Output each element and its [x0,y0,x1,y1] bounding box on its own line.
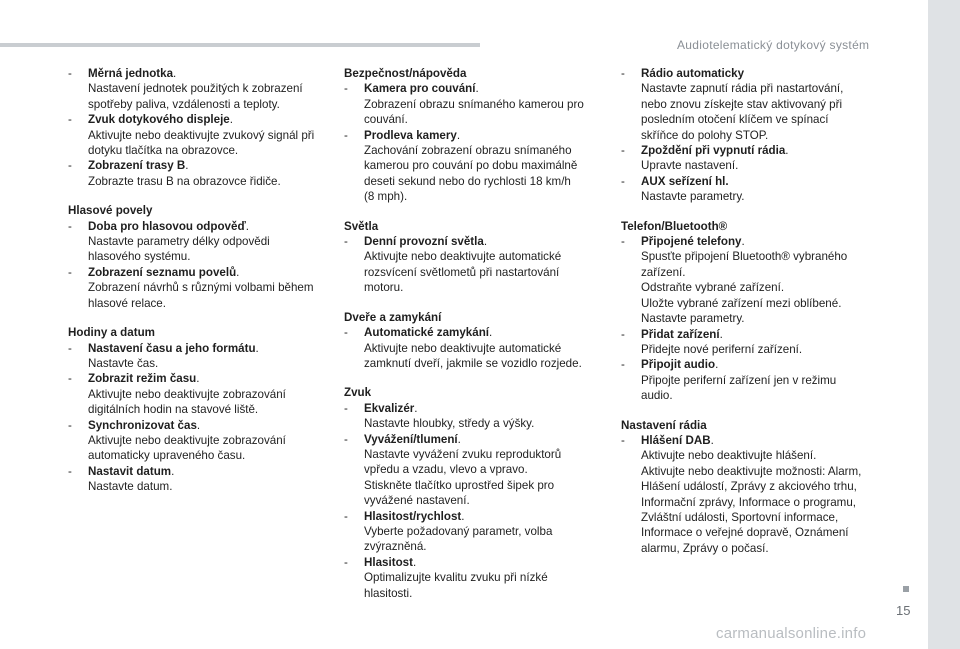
list-dash: - [68,113,72,127]
setting-item [68,158,330,189]
settings-section [344,385,604,601]
setting-description-line: alarmu, Zprávy o počasí. [641,541,769,555]
setting-description-line: hlasové relace. [88,296,166,310]
setting-item [344,325,604,371]
setting-description-line: Zvláštní události, Sportovní informace, [641,510,839,524]
list-dash: - [621,235,625,249]
setting-description-line: Zobrazte trasu B na obrazovce řidiče. [88,174,281,188]
setting-description-line: Připojte periferní zařízení jen v režimu [641,373,837,387]
setting-label-punct: . [236,265,240,279]
setting-item [621,143,883,174]
setting-description-line: Optimalizujte kvalitu zvuku při nízké [364,571,548,585]
setting-item [344,555,604,601]
list-dash: - [344,128,348,142]
setting-description-line: Stiskněte tlačítko uprostřed šipek pro [364,478,555,492]
setting-description-line: Nastavte parametry. [641,190,745,204]
section-title: Zvuk [344,386,372,400]
setting-item [68,464,330,495]
setting-description-line: Zobrazení obrazu snímaného kamerou pro [364,97,584,111]
section-title: Hodiny a datum [68,326,155,340]
setting-heading [641,433,883,448]
setting-label: Zpoždění při vypnutí rádia [641,144,786,158]
list-dash: - [344,326,348,340]
setting-heading [364,325,604,340]
list-dash: - [344,235,348,249]
setting-item [621,234,883,326]
setting-description-line: vpředu a vzadu, vlevo a vpravo. [364,463,528,477]
setting-description-line: spotřeby paliva, vzdálenosti a teploty. [88,97,280,111]
setting-heading [364,432,604,447]
setting-label-punct: . [196,418,201,432]
setting-label-punct: . [171,464,175,478]
setting-description-line: rozsvícení světlometů při nastartování [364,265,560,279]
setting-heading [364,555,604,570]
setting-description-line: Aktivujte nebo deaktivujte hlášení. [641,449,817,463]
setting-label-punct: . [461,509,465,523]
watermark-text: carmanualsonline.info [716,625,867,642]
setting-label: Nastavení času a jeho formátu [88,341,256,355]
setting-label: Zobrazení seznamu povelů [88,265,237,279]
setting-label: Automatické zamykání [364,326,490,340]
list-dash: - [68,265,72,279]
setting-item [344,128,604,205]
section-title: Nastavení rádia [621,418,707,432]
setting-description-line: (8 mph). [364,190,408,204]
settings-section [68,325,330,494]
setting-label: Připojit audio [641,358,716,372]
settings-section [621,66,883,205]
setting-description-line: Upravte nastavení. [641,159,739,173]
setting-label-punct: . [489,326,493,340]
setting-label: Připojené telefony [641,235,742,249]
setting-heading [88,265,330,280]
setting-label-punct: . [457,432,461,446]
setting-description-line: Informační zprávy, Informace o programu, [641,495,856,509]
setting-description-line: couvání. [364,113,408,127]
setting-heading [88,66,330,81]
setting-description-line: zamknutí dveří, jakmile se vozidlo rozjede. [364,356,582,370]
setting-label: Kamera pro couvání [364,82,476,96]
settings-section [344,66,604,205]
setting-item [344,401,604,432]
setting-heading [88,219,330,234]
setting-label-punct: . [710,433,714,447]
setting-label-punct: . [245,219,250,233]
setting-description-line: vyvážené nastavení. [364,494,470,508]
setting-description-line: Nastavte hloubky, středy a výšky. [364,417,535,431]
setting-label: AUX seřízení hl. [641,174,729,188]
page-number: 15 [896,603,911,618]
footer-marker-square [903,586,909,592]
setting-description-line: deseti sekund nebo do rychlosti 18 km/h [364,174,571,188]
setting-description-line: Vyberte požadovaný parametr, volba [364,524,553,538]
list-dash: - [621,327,625,341]
setting-label-punct: . [255,341,259,355]
setting-description-line: Uložte vybrané zařízení mezi oblíbené. [641,296,842,310]
setting-description-line: Hlášení událostí, Zprávy z akciového trhu, [641,480,857,494]
setting-item [621,433,883,556]
list-dash: - [68,464,72,478]
setting-description-line: kamerou pro couvání po dobu maximálně [364,159,578,173]
setting-heading [88,112,330,127]
setting-heading [364,401,604,416]
setting-label-punct: . [475,82,479,96]
section-title: Telefon/Bluetooth® [621,219,728,233]
setting-heading [641,66,883,81]
setting-item [68,66,330,112]
setting-label: Ekvalizér [364,401,415,415]
list-dash: - [68,341,72,355]
column-left [68,66,330,509]
setting-label-punct: . [715,358,719,372]
setting-description-line: nebo znovu získejte stav aktivovaný při [641,97,843,111]
setting-label-punct: . [741,235,745,249]
setting-label-punct: . [173,67,177,80]
setting-description-line: audio. [641,389,673,403]
setting-item [621,66,883,143]
settings-section [344,219,604,296]
list-dash: - [621,433,625,447]
column-right [621,66,883,570]
setting-heading [364,509,604,524]
column-middle [344,66,604,615]
setting-heading [641,143,883,158]
section-title: Světla [344,219,379,233]
setting-heading [88,341,330,356]
list-dash: - [344,432,348,446]
setting-description-line: Spusťte připojení Bluetooth® vybraného [641,250,848,264]
setting-description-line: zvýrazněná. [364,540,427,554]
setting-description-line: motoru. [364,281,404,295]
setting-item [68,112,330,158]
setting-label: Zobrazení trasy B [88,159,186,173]
setting-item [344,509,604,555]
list-dash: - [344,509,348,523]
setting-description-line: Aktivujte nebo deaktivujte zobrazování [88,433,286,447]
setting-label: Doba pro hlasovou odpověď [88,219,246,233]
setting-description-line: Nastavte parametry délky odpovědi [88,235,270,249]
setting-item [68,371,330,417]
setting-description-line: digitálních hodin na stavové liště. [88,403,259,417]
list-dash: - [68,418,72,432]
setting-heading [88,464,330,479]
setting-label: Zobrazit režim času [88,372,197,386]
setting-heading [88,371,330,386]
setting-item [621,327,883,358]
list-dash: - [621,358,625,372]
list-dash: - [68,159,72,173]
settings-section [621,219,883,404]
setting-label: Nastavit datum [88,464,172,478]
setting-description-line: Aktivujte nebo deaktivujte automatické [364,341,562,355]
setting-description-line: posledním otočení klíčem ve spínací [641,113,829,127]
settings-section [344,310,604,372]
list-dash: - [621,174,625,188]
setting-item [344,81,604,127]
setting-label: Vyvážení/tlumení [364,432,458,446]
setting-label-punct: . [412,555,417,569]
list-dash: - [621,144,625,158]
list-dash: - [68,67,72,80]
list-dash: - [68,372,72,386]
setting-label-punct: . [229,113,233,127]
setting-label-punct: . [785,144,789,158]
setting-label-punct: . [483,235,488,249]
setting-description-line: Aktivujte nebo deaktivujte zobrazování [88,387,286,401]
setting-label: Rádio automaticky [641,67,745,80]
page-header-title: Audiotelematický dotykový systém [677,38,870,52]
section-title: Bezpečnost/nápověda [344,67,467,80]
setting-label-punct: . [185,159,189,173]
setting-item [68,219,330,265]
setting-item [68,341,330,372]
setting-heading [364,234,604,249]
list-dash: - [344,555,348,569]
setting-label: Hlasitost/rychlost [364,509,462,523]
settings-section [621,418,883,557]
setting-item [621,357,883,403]
setting-description-line: Zachování zobrazení obrazu snímaného [364,144,572,158]
list-dash: - [344,401,348,415]
setting-heading [364,81,604,96]
setting-heading [88,418,330,433]
setting-label-punct: . [196,372,200,386]
setting-heading [641,174,883,189]
setting-description-line: Nastavte zapnutí rádia při nastartování, [641,82,844,96]
setting-description-line: Zobrazení návrhů s různými volbami během [88,281,314,295]
setting-description-line: Odstraňte vybrané zařízení. [641,281,785,295]
setting-heading [364,128,604,143]
setting-item [621,174,883,205]
setting-description-line: Nastavte parametry. [641,312,745,326]
setting-heading [641,327,883,342]
setting-item [344,234,604,296]
setting-description-line: Informace o veřejné dopravě, Oznámení [641,526,849,540]
list-dash: - [621,67,625,80]
list-dash: - [344,82,348,96]
setting-item [68,265,330,311]
header-rule [0,43,480,47]
setting-label-punct: . [456,128,461,142]
setting-description-line: Aktivujte nebo deaktivujte automatické [364,250,562,264]
setting-label-punct: . [719,327,723,341]
setting-description-line: Nastavte čas. [88,356,159,370]
setting-description-line: dotyku tlačítka na obrazovce. [88,144,239,158]
setting-item [68,418,330,464]
setting-heading [641,234,883,249]
setting-label: Prodleva kamery [364,128,457,142]
setting-label: Zvuk dotykového displeje [88,113,230,127]
page-edge-strip [928,0,960,649]
section-title: Hlasové povely [68,204,153,218]
setting-description-line: zařízení. [641,265,686,279]
setting-description-line: Nastavte datum. [88,480,173,494]
settings-section [68,203,330,311]
setting-description-line: Přidejte nové periferní zařízení. [641,342,803,356]
setting-label: Synchronizovat čas [88,418,197,432]
setting-item [344,432,604,509]
setting-description-line: Nastavte vyvážení zvuku reproduktorů [364,447,562,461]
setting-label-punct: . [414,401,418,415]
setting-description-line: Nastavení jednotek použitých k zobrazení [88,82,303,96]
setting-description-line: automaticky upraveného času. [88,449,246,463]
setting-description-line: hlasitosti. [364,586,413,600]
setting-description-line: Aktivujte nebo deaktivujte zvukový signál při [88,128,315,142]
setting-description-line: hlasového systému. [88,250,191,264]
setting-label: Hlášení DAB [641,433,711,447]
setting-label: Měrná jednotka [88,67,174,80]
setting-heading [641,357,883,372]
setting-label: Denní provozní světla [364,235,484,249]
setting-label: Přidat zařízení [641,327,720,341]
setting-description-line: skříňce do polohy STOP. [641,128,769,142]
setting-description-line: Aktivujte nebo deaktivujte možnosti: Alarm, [641,464,862,478]
settings-section [68,66,330,189]
setting-heading [88,158,330,173]
setting-label: Hlasitost [364,555,413,569]
section-title: Dveře a zamykání [344,310,442,324]
list-dash: - [68,219,72,233]
